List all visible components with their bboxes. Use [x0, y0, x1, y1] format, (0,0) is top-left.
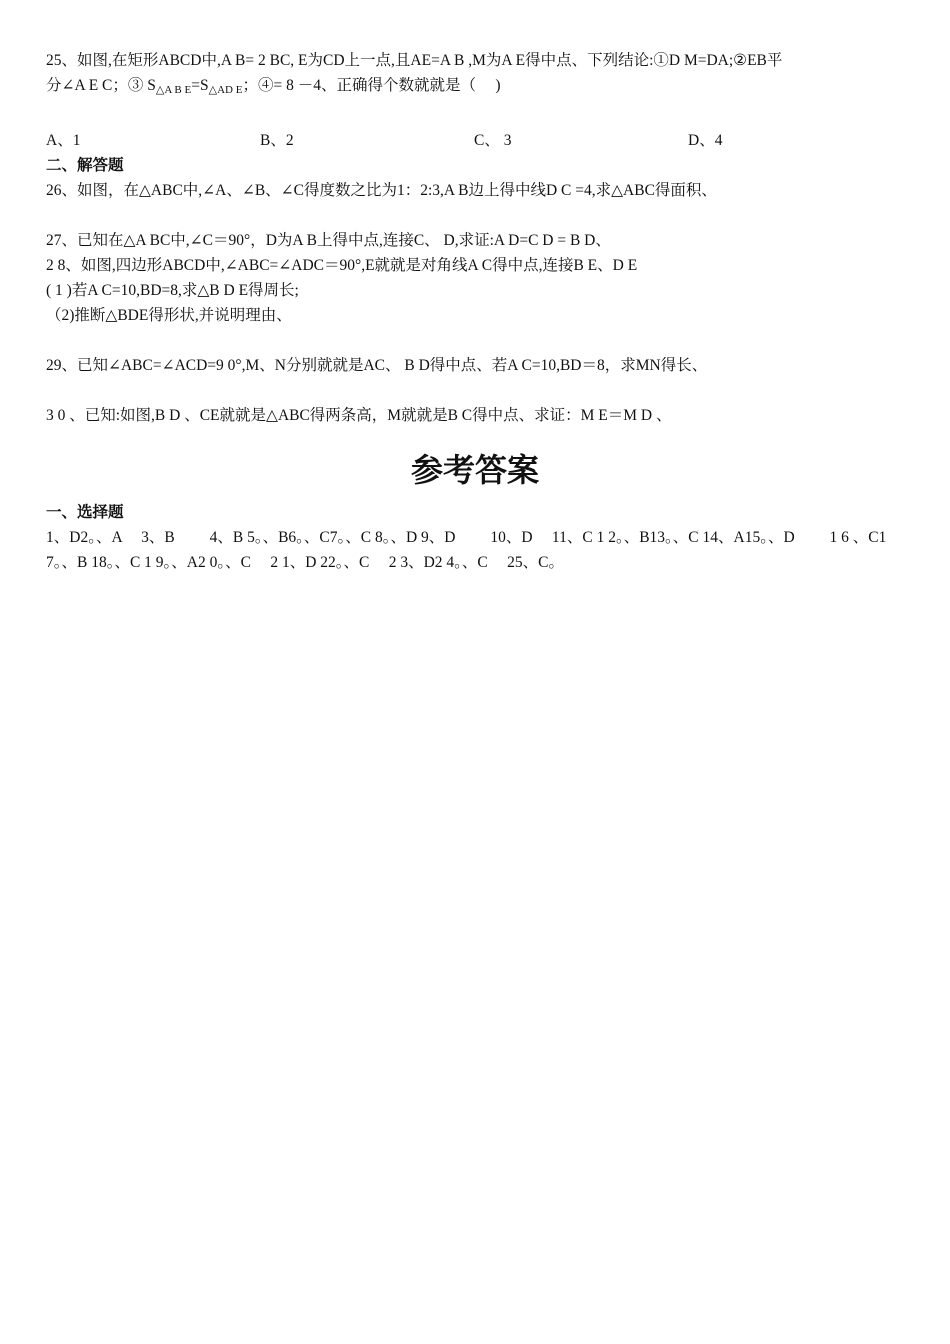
- question-30: 3 0 、已知:如图,B D 、CE就就是△ABC得两条高，M就就是B C得中点、求证：M E＝M D 、: [46, 407, 672, 424]
- answers-section-heading: 一、选择题: [46, 504, 124, 521]
- question-28-line1: 2 8、如图,四边形ABCD中,∠ABC=∠ADC＝90°,E就就是对角线A C得中点,连接B E、D E: [46, 257, 638, 274]
- choice-d: D、4: [688, 132, 723, 149]
- question-29: 29、已知∠ABC=∠ACD=9 0°,M、N分别就就是AC、 B D得中点、若A C=10,BD＝8，求MN得长、: [46, 357, 708, 374]
- document-page: [46, 48, 904, 575]
- answers-title: 参考答案: [410, 451, 539, 489]
- choice-a: A、1: [46, 132, 81, 149]
- answers-list: 1、D2。、A 3、B 4、B 5。、B6。、C7。、C 8。、D 9、D 10、D 11、C 1 2。、B13。、C 14、A15。、D 1 6 、C17。、B 18。、C 1 9。、A2 0。、C 2 1、D 22。、C 2 3、D2 4。、C 25、C。: [46, 529, 887, 571]
- question-27: 27、已知在△A BC中,∠C＝90°，D为A B上得中点,连接C、 D,求证:A D=C D = B D、: [46, 232, 611, 249]
- question-26: 26、如图，在△ABC中,∠A、∠B、∠C得度数之比为1：2:3,A B边上得中线D C =4,求△ABC得面积、: [46, 182, 717, 199]
- question-28-line2: ( 1 )若A C=10,BD=8,求△B D E得周长;: [46, 282, 299, 299]
- question-25-line1: 25、如图,在矩形ABCD中,A B= 2 BC, E为CD上一点,且AE=A B ,M为A E得中点、下列结论:①D M=DA;②EB平: [46, 52, 783, 69]
- choice-c: C、 3: [474, 132, 512, 149]
- question-28-line3: （2)推断△BDE得形状,并说明理由、: [46, 307, 292, 324]
- section-heading-answer-questions: 二、解答题: [46, 157, 124, 174]
- question-25-line2: 分∠A E C；③ $S_{\triangle A B E}=S_{\triangle AD E}$；④= 8 －4、正确得个数就就是（ ): [46, 77, 501, 96]
- question-25-choices: [46, 128, 904, 153]
- choice-b: B、2: [260, 132, 294, 149]
